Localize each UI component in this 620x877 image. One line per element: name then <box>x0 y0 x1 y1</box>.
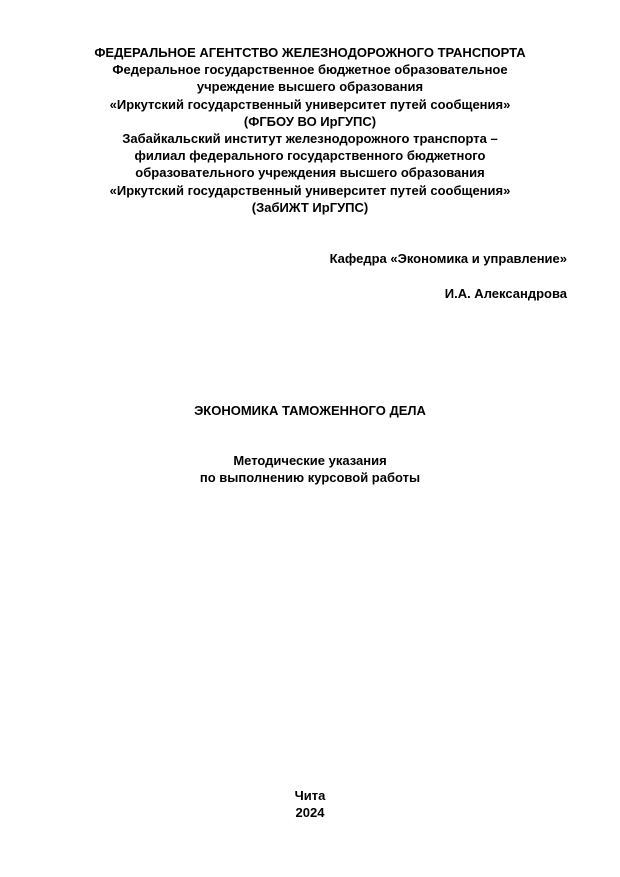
document-footer <box>0 787 620 821</box>
institution-line: Федеральное государственное бюджетное образовательное <box>112 62 508 78</box>
branch-line: образовательного учреждения высшего образования <box>135 165 485 181</box>
department-name: Кафедра «Экономика и управление» <box>329 251 567 266</box>
institution-line: «Иркутский государственный университет путей сообщения» <box>109 96 511 112</box>
institution-line: учреждение высшего образования <box>196 79 424 95</box>
subtitle-line: по выполнению курсовой работы <box>199 470 421 485</box>
city: Чита <box>294 788 326 803</box>
branch-line: филиал федерального государственного бюджетного <box>134 148 486 164</box>
agency-name: ФЕДЕРАЛЬНОЕ АГЕНТСТВО ЖЕЛЕЗНОДОРОЖНОГО ТРАНСПОРТА <box>94 45 526 60</box>
subtitle-line: Методические указания <box>233 453 387 468</box>
institution-header <box>30 44 590 216</box>
author-name: И.А. Александрова <box>444 286 567 301</box>
institution-abbr: (ФГБОУ ВО ИрГУПС) <box>243 113 377 129</box>
branch-line: «Иркутский государственный университет путей сообщения» <box>109 182 511 198</box>
document-title: ЭКОНОМИКА ТАМОЖЕННОГО ДЕЛА <box>194 403 426 418</box>
document-subtitle <box>0 452 620 486</box>
branch-abbr: (ЗабИЖТ ИрГУПС) <box>251 199 369 215</box>
branch-line: Забайкальский институт железнодорожного транспорта – <box>122 131 498 147</box>
year: 2024 <box>295 805 325 820</box>
